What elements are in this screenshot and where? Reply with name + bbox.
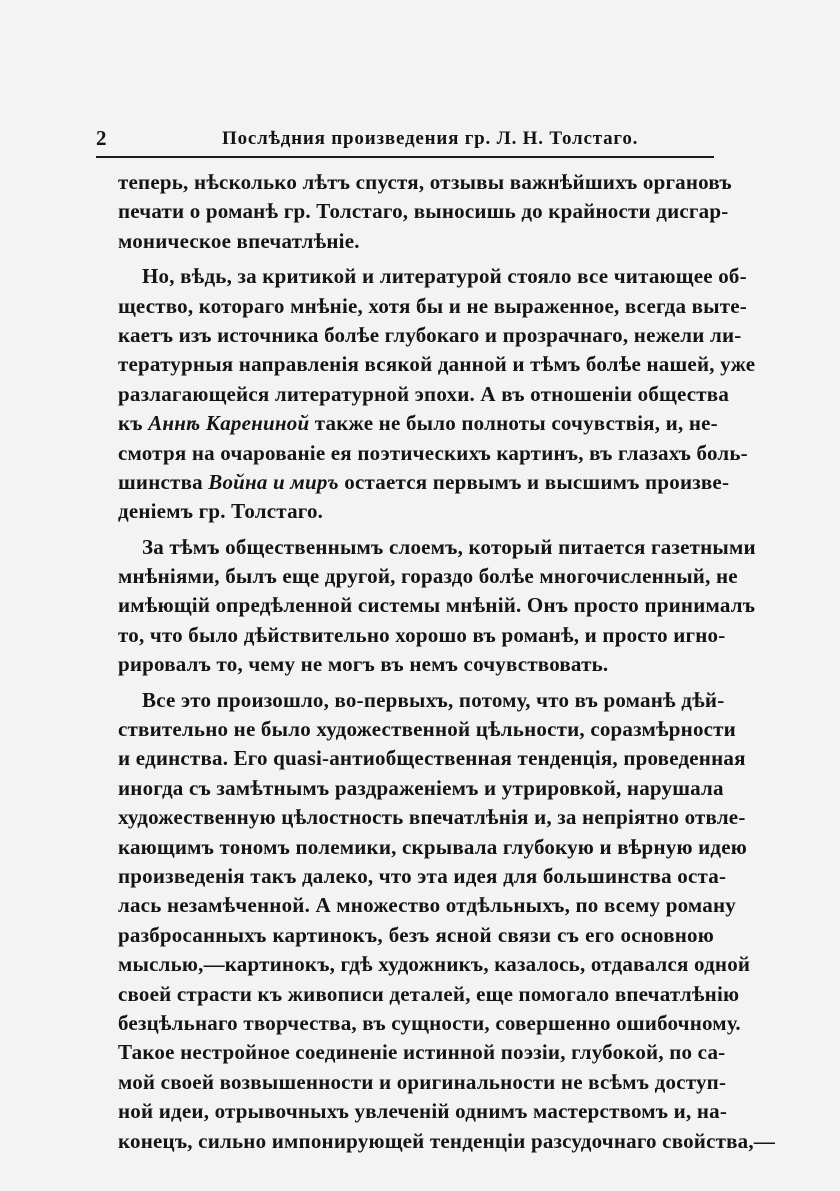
text-segment: смотря на очарованіе ея поэтическихъ картинъ, въ глазахъ боль- xyxy=(118,440,748,465)
text-segment: рировалъ то, чему не могъ въ немъ сочувствовать. xyxy=(118,652,609,677)
body-text xyxy=(118,168,776,1156)
text-segment: теперь, нѣсколько лѣтъ спустя, отзывы важнѣйшихъ органовъ xyxy=(118,170,732,194)
text-segment: тературныя направленія всякой данной и тѣмъ болѣе нашей, уже xyxy=(118,352,756,377)
text-line xyxy=(118,891,736,920)
text-segment: и единства. Его quasi-антиобщественная тенденція, проведенная xyxy=(118,746,746,771)
text-segment: лась незамѣченной. А множество отдѣльныхъ, по всему роману xyxy=(118,893,736,918)
text-line xyxy=(118,650,714,679)
text-line xyxy=(118,1038,726,1067)
text-line xyxy=(118,833,748,862)
text-line xyxy=(118,950,751,979)
text-line xyxy=(118,591,756,620)
text-segment: За тѣмъ общественнымъ слоемъ, который питается газетными xyxy=(142,534,756,559)
text-line xyxy=(118,497,714,526)
text-segment: мыслью,—картинокъ, гдѣ художникъ, казалось, отдавался одной xyxy=(118,952,751,977)
italic-title: Война и миръ xyxy=(208,469,339,494)
text-segment: кающимъ тономъ полемики, скрывала глубокую и вѣрную идею xyxy=(118,834,748,859)
text-segment: каетъ изъ источника болѣе глубокаго и прозрачнаго, нежели ли- xyxy=(118,322,742,347)
text-line xyxy=(118,621,726,650)
text-segment: также не было полноты сочувствія, и, не- xyxy=(309,411,718,436)
text-line xyxy=(118,1127,776,1156)
text-segment: Такое нестройное соединеніе истинной поэзіи, глубокой, по са- xyxy=(118,1040,726,1065)
text-line xyxy=(118,1068,727,1097)
text-line xyxy=(118,197,729,226)
running-head xyxy=(96,126,714,154)
text-line xyxy=(118,439,748,468)
text-segment: ной идеи, отрывочныхъ увлеченій однимъ мастерствомъ и, на- xyxy=(118,1099,728,1124)
text-line xyxy=(118,1009,741,1038)
text-line xyxy=(118,562,738,591)
text-line xyxy=(118,321,742,350)
text-segment: щество, котораго мнѣніе, хотя бы и не выраженное, всегда выте- xyxy=(118,293,747,318)
text-segment: мой своей возвышенности и оригинальности не всѣмъ доступ- xyxy=(118,1069,727,1094)
text-segment: Все это произошло, во-первыхъ, потому, что въ романѣ дѣй- xyxy=(142,687,725,712)
paragraph xyxy=(118,533,756,680)
text-segment: конецъ, сильно импонирующей тенденціи разсудочнаго свойства,— xyxy=(118,1128,776,1153)
text-line xyxy=(118,686,725,715)
text-segment: мнѣніями, былъ еще другой, гораздо болѣе многочисленный, не xyxy=(118,564,738,589)
paragraph xyxy=(118,168,732,256)
text-segment: шинства xyxy=(118,469,209,494)
paragraph xyxy=(118,262,756,527)
text-segment: ствительно не было художественной цѣльности, соразмѣрности xyxy=(118,717,736,742)
page-number: 2 xyxy=(96,126,107,150)
text-segment: иногда съ замѣтнымъ раздраженіемъ и утрировкой, нарушала xyxy=(118,775,724,800)
text-line xyxy=(118,227,714,256)
text-segment: разбросанныхъ картинокъ, безъ ясной связи съ его основною xyxy=(118,922,714,947)
text-segment: печати о романѣ гр. Толстаго, выносишь до крайности дисгар- xyxy=(118,199,729,224)
header-rule xyxy=(96,156,714,158)
paragraph xyxy=(118,686,776,1156)
text-line xyxy=(118,292,747,321)
text-line xyxy=(118,744,746,773)
text-line xyxy=(118,468,730,497)
text-line xyxy=(118,803,746,832)
running-title: Послѣдния произведения гр. Л. Н. Толстаго. xyxy=(222,128,639,149)
text-segment: безцѣльнаго творчества, въ сущности, совершенно ошибочному. xyxy=(118,1010,741,1035)
text-line xyxy=(118,774,724,803)
text-segment: произведенія такъ далеко, что эта идея для большинства оста- xyxy=(118,863,727,888)
text-line xyxy=(118,980,740,1009)
text-segment: то, что было дѣйствительно хорошо въ романѣ, и просто игно- xyxy=(118,622,726,647)
text-segment: остается первымъ и высшимъ произве- xyxy=(338,469,730,494)
text-segment: къ xyxy=(118,411,149,436)
text-segment: имѣющій опредѣленной системы мнѣній. Онъ просто принималъ xyxy=(118,593,756,618)
text-line xyxy=(118,921,714,950)
text-line xyxy=(118,715,736,744)
text-segment: деніемъ гр. Толстаго. xyxy=(118,499,324,524)
text-segment: своей страсти къ живописи деталей, еще помогало впечатлѣнію xyxy=(118,981,740,1006)
text-line xyxy=(118,409,718,438)
text-segment: моническое впечатлѣніе. xyxy=(118,228,360,253)
text-segment: разлагающейся литературной эпохи. А въ отношеніи общества xyxy=(118,381,730,406)
text-line xyxy=(118,350,756,379)
italic-title: Аннѣ Карениной xyxy=(148,411,310,436)
text-line xyxy=(118,1097,728,1126)
text-line xyxy=(118,168,732,197)
text-line xyxy=(118,862,727,891)
text-line xyxy=(118,533,756,562)
text-line xyxy=(118,380,730,409)
text-segment: Но, вѣдь, за критикой и литературой стояло все читающее об- xyxy=(142,264,747,289)
text-segment: художественную цѣлостность впечатлѣнія и, за непріятно отвле- xyxy=(118,805,746,830)
text-line xyxy=(118,262,747,291)
